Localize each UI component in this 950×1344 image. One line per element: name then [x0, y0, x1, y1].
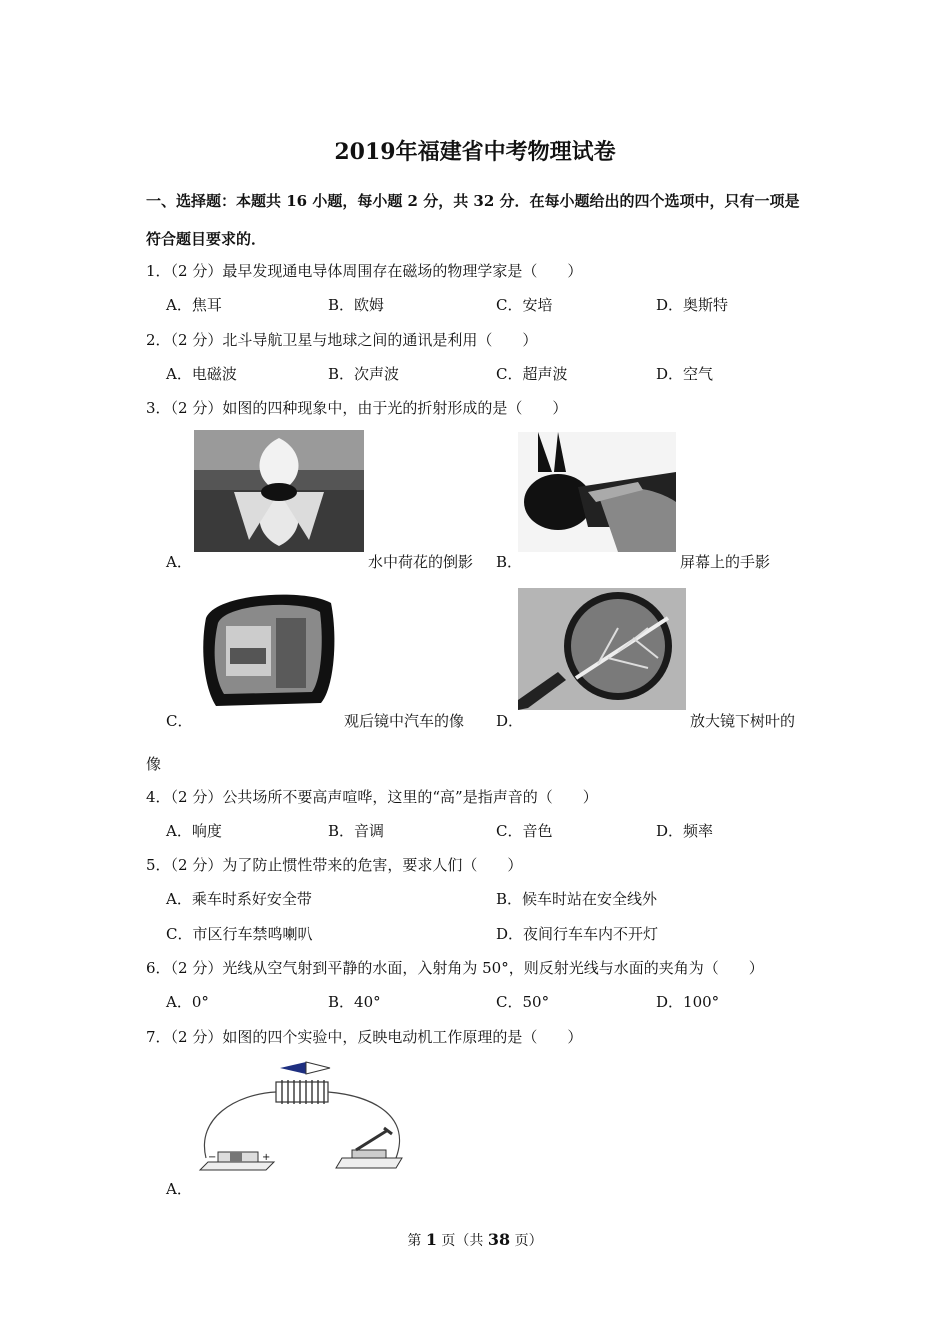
- question-2-stem: 2．（2 分）北斗导航卫星与地球之间的通讯是利用（ ）: [146, 331, 538, 349]
- section-heading-line1: 一、选择题：本题共 16 小题，每小题 2 分，共 32 分．在每小题给出的四个选项中，只有一项是: [146, 192, 800, 210]
- q1-option-d[interactable]: D．奥斯特: [656, 296, 729, 314]
- q4-option-b[interactable]: B．音调: [328, 822, 385, 840]
- battery-plus-label: +: [262, 1152, 271, 1163]
- q4-option-a[interactable]: A．响度: [166, 822, 222, 840]
- q3-option-c-caption: 观后镜中汽车的像: [344, 712, 465, 730]
- q6-option-c[interactable]: C．50°: [496, 993, 550, 1011]
- q1-option-b[interactable]: B．欧姆: [328, 296, 385, 314]
- q2-option-b[interactable]: B．次声波: [328, 365, 400, 383]
- footer-post: 页）: [510, 1233, 543, 1249]
- rearview-mirror-image: [196, 588, 338, 710]
- q3-option-d-caption-continued: 像: [146, 755, 162, 773]
- footer-total-pages: 38: [487, 1230, 511, 1249]
- q5-option-d[interactable]: D．夜间行车车内不开灯: [496, 925, 659, 943]
- q5-option-c[interactable]: C．市区行车禁鸣喇叭: [166, 925, 313, 943]
- compass-needle-north: [280, 1062, 306, 1074]
- section-heading-line2: 符合题目要求的．: [146, 230, 267, 248]
- page-title: 2019年福建省中考物理试卷: [334, 139, 616, 165]
- question-6-stem: 6．（2 分）光线从空气射到平静的水面，入射角为 50°，则反射光线与水面的夹角为（ ）: [146, 959, 764, 977]
- q3-option-a-label[interactable]: A．: [166, 553, 192, 571]
- q6-option-d[interactable]: D．100°: [656, 993, 720, 1011]
- compass-needle-south: [306, 1062, 330, 1074]
- question-1-stem: 1．（2 分）最早发现通电导体周围存在磁场的物理学家是（ ）: [146, 262, 583, 280]
- q5-option-b[interactable]: B．候车时站在安全线外: [496, 890, 658, 908]
- q3-option-a-caption: 水中荷花的倒影: [368, 553, 474, 571]
- q6-option-b[interactable]: B．40°: [328, 993, 381, 1011]
- footer-mid: 页（共: [436, 1233, 488, 1249]
- magnifier-leaf-image: [518, 588, 686, 710]
- q6-option-a[interactable]: A．0°: [166, 993, 209, 1011]
- lotus-reflection-image: [194, 430, 364, 552]
- q7-option-a-label[interactable]: A．: [166, 1180, 192, 1198]
- q3-option-c-label[interactable]: C．: [166, 712, 193, 730]
- q3-option-d-label[interactable]: D．: [496, 712, 524, 730]
- q2-option-d[interactable]: D．空气: [656, 365, 714, 383]
- q1-option-a[interactable]: A．焦耳: [166, 296, 222, 314]
- q3-option-d-caption: 放大镜下树叶的: [690, 712, 796, 730]
- question-4-stem: 4．（2 分）公共场所不要高声喧哗，这里的“高”是指声音的（ ）: [146, 788, 598, 806]
- circuit-diagram-image: [196, 1058, 408, 1180]
- q3-option-b-label[interactable]: B．: [496, 553, 523, 571]
- q4-option-d[interactable]: D．频率: [656, 822, 714, 840]
- q2-option-a[interactable]: A．电磁波: [166, 365, 237, 383]
- q1-option-c[interactable]: C．安培: [496, 296, 553, 314]
- battery-minus-label: −: [208, 1152, 217, 1163]
- q5-option-a[interactable]: A．乘车时系好安全带: [166, 890, 312, 908]
- q2-option-c[interactable]: C．超声波: [496, 365, 568, 383]
- footer-pre: 第: [407, 1233, 426, 1249]
- q4-option-c[interactable]: C．音色: [496, 822, 553, 840]
- question-5-stem: 5．（2 分）为了防止惯性带来的危害，要求人们（ ）: [146, 856, 523, 874]
- question-3-stem: 3．（2 分）如图的四种现象中，由于光的折射形成的是（ ）: [146, 399, 568, 417]
- q3-option-b-caption: 屏幕上的手影: [680, 553, 771, 571]
- hand-shadow-image: [518, 432, 676, 552]
- question-7-stem: 7．（2 分）如图的四个实验中，反映电动机工作原理的是（ ）: [146, 1028, 583, 1046]
- solenoid-coil: [276, 1082, 328, 1102]
- footer-page-number: 1: [425, 1230, 437, 1249]
- page-footer: [0, 1230, 950, 1250]
